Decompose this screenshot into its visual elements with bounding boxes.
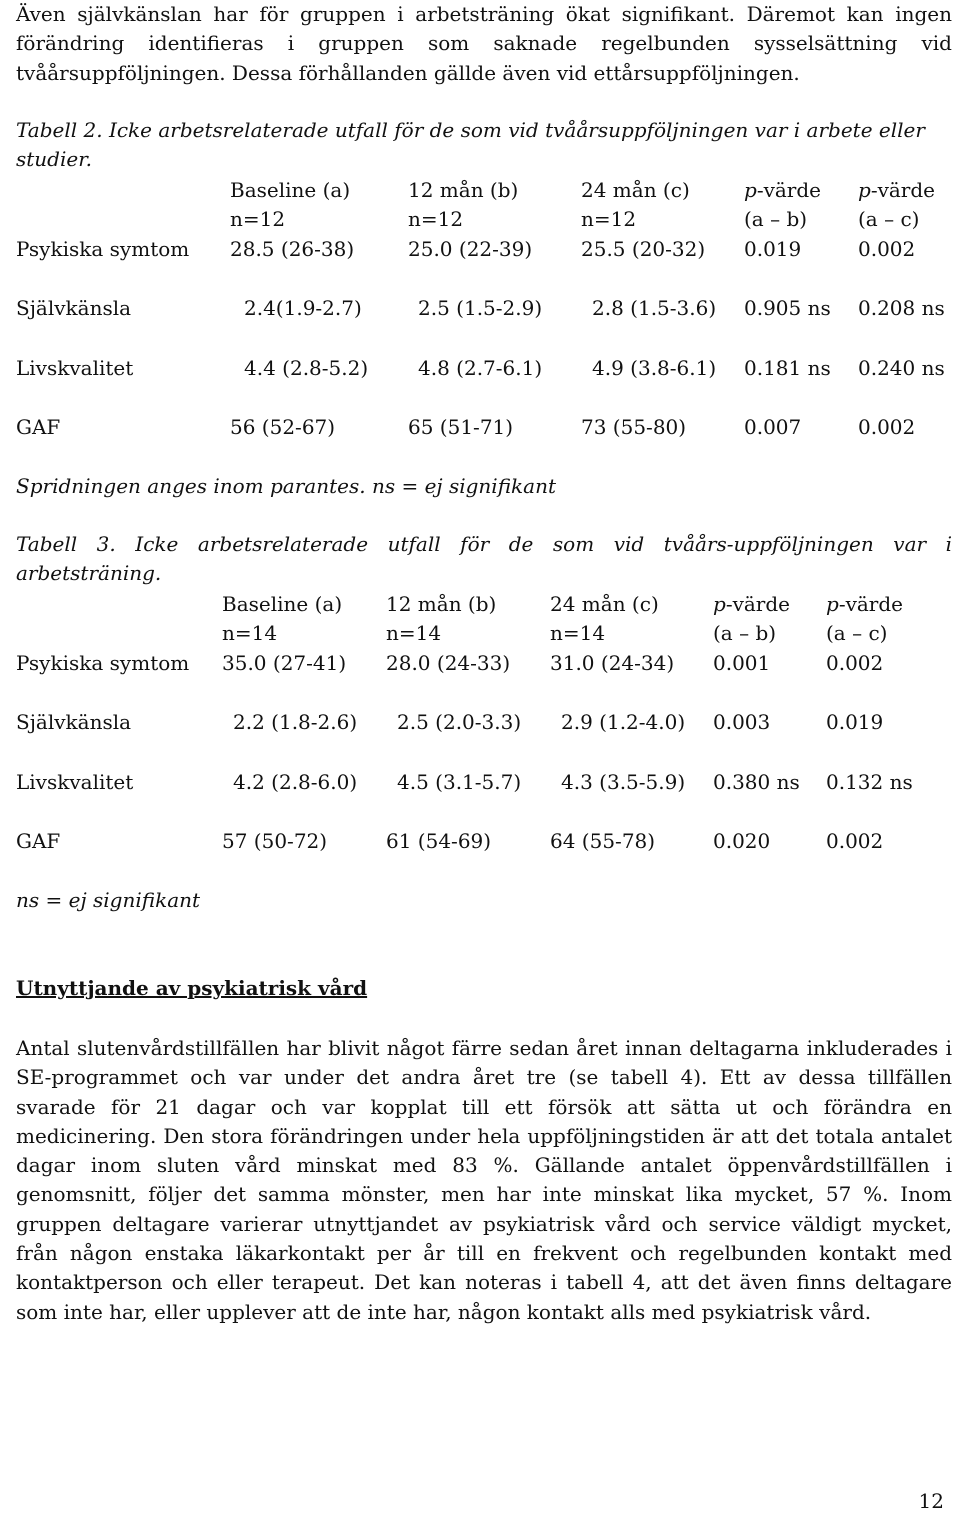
intro-paragraph: Även självkänslan har för gruppen i arbetsträning ökat signifikant. Däremot kan ingen förändring identifieras i gruppen som saknade regelbunden sysselsättning vid tvåårsuppföljningen. Dessa förhållanden gällde även vid ettårsuppföljningen. bbox=[16, 2, 952, 85]
table-cell: 2.8 (1.5-3.6) bbox=[592, 296, 717, 321]
table-cell: 57 (50-72) bbox=[222, 828, 328, 853]
table-cell: 25.5 (20-32) bbox=[581, 237, 706, 261]
row-label: Självkänsla bbox=[16, 296, 132, 321]
table-cell: 2.2 (1.8-2.6) bbox=[233, 710, 358, 735]
table-row bbox=[16, 768, 952, 827]
table2-caption bbox=[16, 116, 952, 175]
table-cell: 31.0 (24-34) bbox=[550, 651, 675, 675]
table2-header-12man: 12 mån (b) n=12 bbox=[408, 178, 519, 232]
table-cell: 4.5 (3.1-5.7) bbox=[397, 769, 522, 794]
table-cell: 28.0 (24-33) bbox=[386, 651, 511, 675]
table3 bbox=[16, 590, 952, 886]
table3-header-24man: 24 mån (c) n=14 bbox=[550, 592, 659, 646]
table-cell: 4.3 (3.5-5.9) bbox=[561, 769, 686, 794]
table3-header bbox=[16, 590, 952, 649]
table2-header-24man: 24 mån (c) n=12 bbox=[581, 178, 690, 232]
table-cell: 4.4 (2.8-5.2) bbox=[244, 355, 369, 380]
table-cell: 56 (52-67) bbox=[230, 414, 336, 439]
table2-header-pvalue-ac: p-värde (a – c) bbox=[858, 178, 935, 232]
table-row bbox=[16, 413, 952, 472]
section-heading: Utnyttjande av psykiatrisk vård bbox=[16, 976, 368, 1000]
table-cell: 2.4(1.9-2.7) bbox=[244, 296, 362, 321]
table2-header bbox=[16, 176, 952, 235]
table2-caption-text: Icke arbetsrelaterade utfall för de som vid tvåårsuppföljningen var i arbete eller studier. bbox=[16, 118, 925, 172]
section-paragraph: Antal slutenvårdstillfällen har blivit något färre sedan året innan deltagarna inkluderades i SE-programmet och var under det andra året tre (se tabell 4). Ett av dessa tillfällen svarade för 21 dagar och var kopplat till ett försök att sätta ut och förändra en medicinering. Den stora förändringen under hela uppföljningstiden är att det totala antalet dagar inom sluten vård minskat med 83 %. Gällande antalet öppenvårdstillfällen i genomsnitt, följer det samma mönster, men har inte minskat lika mycket, 57 %. Inom gruppen deltagare varierar utnyttjandet av psykiatrisk vård och service väldigt mycket, från någon enstaka läkarkontakt per år till en frekvent och regelbunden kontakt med kontaktperson och eller terapeut. Det kan noteras i tabell 4, att det även finns deltagare som inte har, eller upplever att de inte har, någon kontakt alls med psykiatrisk vård. bbox=[16, 1036, 952, 1324]
table-row bbox=[16, 235, 952, 294]
table-cell: 0.003 bbox=[713, 710, 771, 735]
table3-note: ns = ej signifikant bbox=[16, 888, 201, 912]
table-cell: 0.905 ns bbox=[744, 296, 831, 321]
row-label: Livskvalitet bbox=[16, 355, 134, 380]
table3-header-baseline: Baseline (a) n=14 bbox=[222, 592, 343, 646]
table3-header-pvalue-ab: p-värde (a – b) bbox=[713, 592, 790, 646]
table-cell: 0.001 bbox=[713, 651, 771, 675]
table-cell: 0.007 bbox=[744, 414, 802, 439]
table-cell: 64 (55-78) bbox=[550, 828, 656, 853]
row-label: Livskvalitet bbox=[16, 769, 134, 794]
table-row bbox=[16, 708, 952, 767]
table-cell: 4.2 (2.8-6.0) bbox=[233, 769, 358, 794]
row-label: Psykiska symtom bbox=[16, 237, 190, 261]
table-cell: 0.240 ns bbox=[858, 355, 945, 380]
table-row bbox=[16, 354, 952, 413]
table-cell: 0.132 ns bbox=[826, 769, 913, 794]
row-label: Psykiska symtom bbox=[16, 651, 190, 675]
row-label: Självkänsla bbox=[16, 710, 132, 735]
table-cell: 28.5 (26-38) bbox=[230, 237, 355, 261]
table-cell: 0.019 bbox=[826, 710, 884, 735]
row-label: GAF bbox=[16, 414, 61, 439]
table3-header-pvalue-ac: p-värde (a – c) bbox=[826, 592, 903, 646]
table2-header-pvalue-ab: p-värde (a – b) bbox=[744, 178, 821, 232]
table2-caption-prefix: Tabell 2. bbox=[16, 118, 103, 142]
table-row bbox=[16, 649, 952, 708]
table3-caption: Tabell 3. Icke arbetsrelaterade utfall för de som vid tvåårs-uppföljningen var i arbetsträning. bbox=[16, 532, 952, 586]
table2-note: Spridningen anges inom parantes. ns = ej signifikant bbox=[16, 474, 556, 498]
table-cell: 0.181 ns bbox=[744, 355, 831, 380]
table2-header-baseline: Baseline (a) n=12 bbox=[230, 178, 351, 232]
table-cell: 61 (54-69) bbox=[386, 828, 492, 853]
table-cell: 35.0 (27-41) bbox=[222, 651, 347, 675]
page-number: 12 bbox=[918, 1489, 944, 1513]
table-cell: 0.208 ns bbox=[858, 296, 945, 321]
table-cell: 2.5 (2.0-3.3) bbox=[397, 710, 522, 735]
table-cell: 0.002 bbox=[858, 414, 916, 439]
table-row bbox=[16, 827, 952, 886]
table-cell: 0.002 bbox=[826, 828, 884, 853]
table-cell: 2.9 (1.2-4.0) bbox=[561, 710, 686, 735]
table-cell: 25.0 (22-39) bbox=[408, 237, 533, 261]
table-cell: 0.002 bbox=[826, 651, 884, 675]
table2 bbox=[16, 176, 952, 472]
table-cell: 4.9 (3.8-6.1) bbox=[592, 355, 717, 380]
table-cell: 2.5 (1.5-2.9) bbox=[418, 296, 543, 321]
table-cell: 73 (55-80) bbox=[581, 414, 687, 439]
row-label: GAF bbox=[16, 828, 61, 853]
table-cell: 0.380 ns bbox=[713, 769, 800, 794]
table-cell: 4.8 (2.7-6.1) bbox=[418, 355, 543, 380]
table-row bbox=[16, 294, 952, 353]
table-cell: 0.002 bbox=[858, 237, 916, 261]
table3-header-12man: 12 mån (b) n=14 bbox=[386, 592, 497, 646]
table-cell: 65 (51-71) bbox=[408, 414, 514, 439]
table-cell: 0.020 bbox=[713, 828, 771, 853]
table-cell: 0.019 bbox=[744, 237, 802, 261]
